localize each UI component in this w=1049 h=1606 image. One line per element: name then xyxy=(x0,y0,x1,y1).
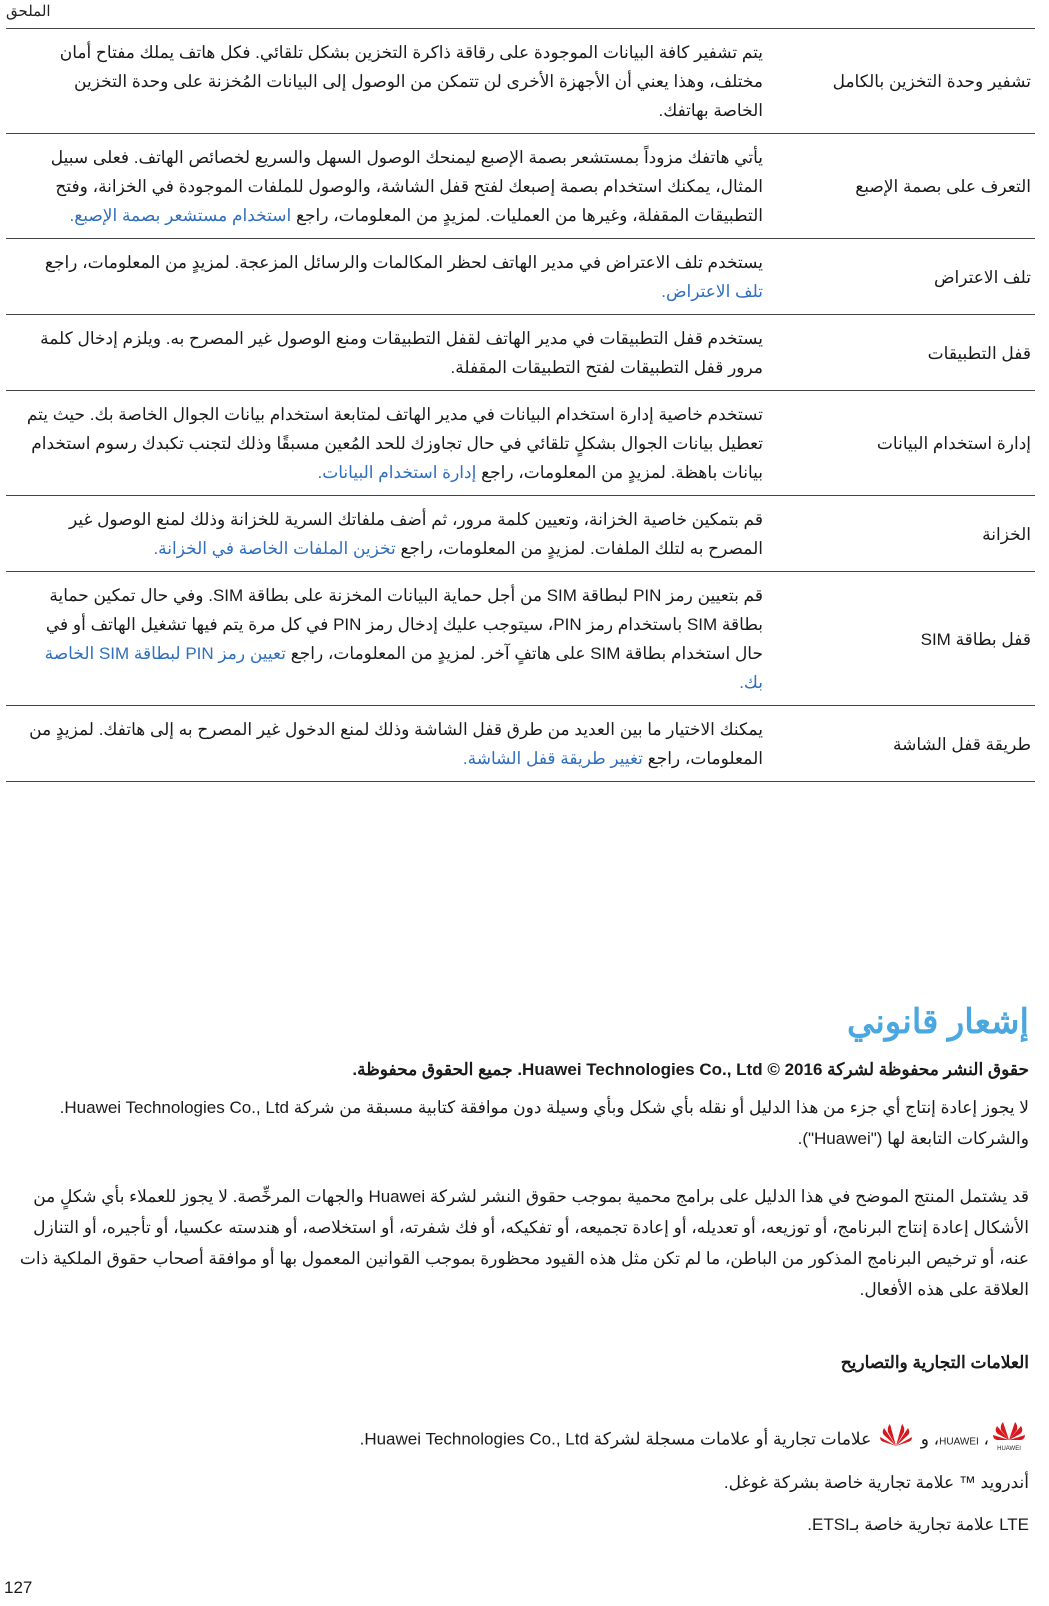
feature-description-text: تستخدم خاصية إدارة استخدام البيانات في مدير الهاتف لمتابعة استخدام بيانات الجوال الخاصة بك. حيث يتم تعطيل بيانات الجوال بشكلٍ تلقائي في حال تجاوزك للحد المُعين مسبقًا وذلك لتجنب تكبدك رسوم استخدام بيانات باهظة. لمزيدٍ من المعلومات، راجع xyxy=(26,405,763,482)
feature-description xyxy=(6,572,795,706)
section-header: الملحق xyxy=(6,3,51,20)
cross-reference-link[interactable]: إدارة استخدام البيانات. xyxy=(317,463,477,482)
security-features-table xyxy=(6,29,1035,782)
huawei-wordmark: HUAWEI xyxy=(939,1436,979,1448)
feature-row xyxy=(6,29,1035,134)
huawei-trademark-line: HUAWEI ، HUAWEI، و علامات تجارية أو علامات مسجلة لشركة Huawei Technologies Co., Ltd. xyxy=(6,1418,1029,1462)
feature-description-text: يستخدم تلف الاعتراض في مدير الهاتف لحظر المكالمات والرسائل المزعجة. لمزيدٍ من المعلومات، راجع xyxy=(44,253,763,272)
feature-name: قفل بطاقة SIM xyxy=(795,572,1035,706)
copyright-paragraph: لا يجوز إعادة إنتاج أي جزء من هذا الدليل أو نقله بأي شكل وبأي وسيلة دون موافقة كتابية مسبقة من شركة Huawei Technologies Co., Ltd. والشركات التابعة لها ("Huawei"). xyxy=(59,1098,1029,1148)
feature-row xyxy=(6,315,1035,391)
android-trademark-line: أندرويد ™ علامة تجارية خاصة بشركة غوغل. xyxy=(723,1473,1029,1492)
copyright-line: حقوق النشر محفوظة لشركة 2016 © Huawei Technologies Co., Ltd. جميع الحقوق محفوظة. xyxy=(352,1060,1029,1079)
trademarks-heading: العلامات التجارية والتصاريح xyxy=(840,1353,1029,1372)
feature-name: قفل التطبيقات xyxy=(795,315,1035,391)
feature-description xyxy=(6,134,795,239)
feature-row xyxy=(6,706,1035,782)
feature-row xyxy=(6,134,1035,239)
legal-notice-heading: إشعار قانوني xyxy=(846,1003,1029,1041)
cross-reference-link[interactable]: استخدام مستشعر بصمة الإصبع. xyxy=(69,206,292,225)
cross-reference-link[interactable]: تغيير طريقة قفل الشاشة. xyxy=(462,749,643,768)
feature-row xyxy=(6,572,1035,706)
feature-name: الخزانة xyxy=(795,496,1035,572)
feature-description xyxy=(6,706,795,782)
and-word: و xyxy=(920,1429,929,1449)
lte-trademark-line: LTE علامة تجارية خاصة بـETSI. xyxy=(807,1515,1029,1534)
feature-description-text: يأتي هاتفك مزوداً بمستشعر بصمة الإصبع ليمنحك الوصول السهل والسريع لخصائص الهاتف. فعلى سبيل المثال، يمكنك استخدام بصمة إصبعك لفتح قفل الشاشة، والوصول للملفات الموجودة في الخزانة، وفتح التطبيقات المقفلة، وغيرها من العمليات. لمزيدٍ من المعلومات، راجع xyxy=(50,148,763,225)
cross-reference-link[interactable]: تخزين الملفات الخاصة في الخزانة. xyxy=(153,539,396,558)
software-license-paragraph: قد يشتمل المنتج الموضح في هذا الدليل على برامج محمية بموجب حقوق النشر لشركة Huawei والجهات المرخِّصة. لا يجوز للعملاء بأي شكلٍ من الأشكال إعادة إنتاج البرنامج، أو توزيعه، أو تعديله، أو إعادة تجميعه، أو تفكيكه، أو فك شفرته، أو استخلاصه، أو هندسته عكسيا، أو تأجيره، أو التنازل عنه، أو ترخيص البرنامج المذكور من الباطن، ما لم تكن مثل هذه القيود محظورة بموجب القوانين المعمول بها أو موافقة أصحاب حقوق الملكية ذات العلاقة على هذه الأفعال. xyxy=(19,1187,1029,1299)
huawei-logo-icon xyxy=(876,1420,916,1460)
feature-name: تلف الاعتراض xyxy=(795,239,1035,315)
feature-description xyxy=(6,239,795,315)
cross-reference-link[interactable]: تعيين رمز PIN لبطاقة SIM الخاصة بك. xyxy=(44,644,763,692)
feature-name: طريقة قفل الشاشة xyxy=(795,706,1035,782)
feature-description xyxy=(6,391,795,496)
feature-name: إدارة استخدام البيانات xyxy=(795,391,1035,496)
huawei-logo-icon xyxy=(989,1418,1029,1462)
feature-description-text: قم بتعيين رمز PIN لبطاقة SIM من أجل حماية البيانات المخزنة على بطاقة SIM. وفي حال تمكين حماية بطاقة SIM باستخدام رمز PIN، سيتوجب عليك إدخال رمز PIN في كل مرة يتم فيها تشغيل الهاتف أو في حال استخدام بطاقة SIM على هاتفٍ آخر. لمزيدٍ من المعلومات، راجع xyxy=(45,586,763,663)
feature-description-text: قم بتمكين خاصية الخزانة، وتعيين كلمة مرور، ثم أضف ملفاتك السرية للخزانة وذلك لمنع الوصول غير المصرح به لتلك الملفات. لمزيدٍ من المعلومات، راجع xyxy=(68,510,763,558)
feature-name: التعرف على بصمة الإصبع xyxy=(795,134,1035,239)
feature-description-text: يمكنك الاختيار ما بين العديد من طرق قفل الشاشة وذلك لمنع الدخول غير المصرح به إلى هاتفك. لمزيدٍ من المعلومات، راجع xyxy=(29,720,763,768)
feature-description-text: يستخدم قفل التطبيقات في مدير الهاتف لقفل التطبيقات ومنع الوصول غير المصرح به. ويلزم إدخال كلمة مرور قفل التطبيقات لفتح التطبيقات المقفلة. xyxy=(40,329,763,377)
feature-description-text: يتم تشفير كافة البيانات الموجودة على رقاقة ذاكرة التخزين بشكل تلقائي. فكل هاتف يملك مفتاح أمان مختلف، وهذا يعني أن الأجهزة الأخرى لن تتمكن من الوصول إلى البيانات المُخزنة على وحدة التخزين الخاصة بهاتفك. xyxy=(59,43,763,120)
feature-description xyxy=(6,496,795,572)
feature-row xyxy=(6,496,1035,572)
feature-description xyxy=(6,315,795,391)
svg-text:HUAWEI: HUAWEI xyxy=(997,1446,1021,1452)
feature-row xyxy=(6,239,1035,315)
feature-row xyxy=(6,391,1035,496)
cross-reference-link[interactable]: تلف الاعتراض. xyxy=(661,282,763,301)
feature-description xyxy=(6,29,795,134)
page-number: 127 xyxy=(4,1578,33,1597)
huawei-trademark-text: علامات تجارية أو علامات مسجلة لشركة Huawei Technologies Co., Ltd. xyxy=(359,1429,872,1449)
feature-name: تشفير وحدة التخزين بالكامل xyxy=(795,29,1035,134)
